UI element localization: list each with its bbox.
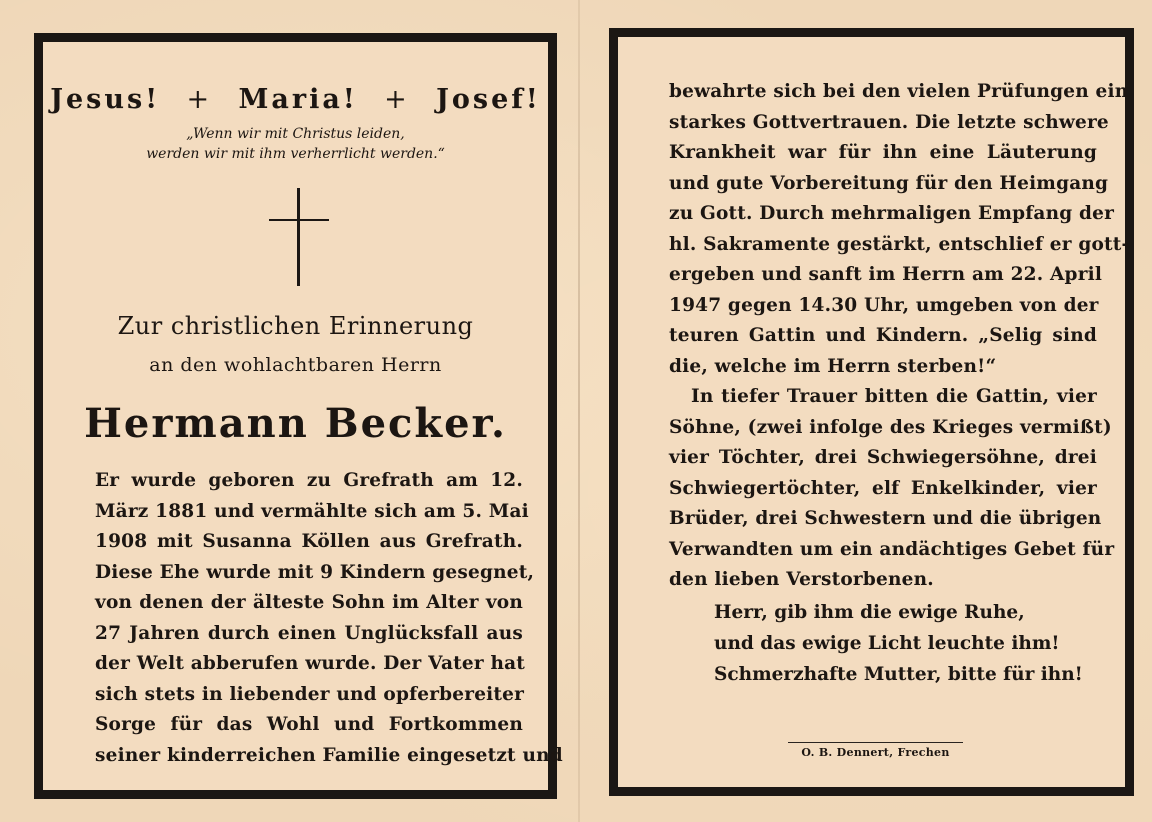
biography-text — [95, 466, 563, 771]
left-page — [34, 33, 563, 799]
prayer-line: und das ewige Licht leuchte ihm! — [714, 633, 1060, 654]
prayer-text — [714, 597, 1084, 690]
text-line: Sorge für das Wohl und Fortkommen — [95, 714, 523, 735]
text-line: Er wurde geboren zu Grefrath am 12. — [95, 470, 523, 491]
text-line: bewahrte sich bei den vielen Prüfungen ein — [669, 81, 1129, 102]
header-separator-1: + — [186, 84, 213, 115]
prayer-line: Herr, gib ihm die ewige Ruhe, — [714, 602, 1025, 623]
text-line: Söhne, (zwei infolge des Krieges vermißt) — [669, 416, 1112, 438]
header-separator-2: + — [384, 84, 410, 115]
memory-title: Zur christlichen Erinnerung — [117, 312, 474, 340]
card-fold — [578, 0, 580, 822]
printer-credit: O. B. Dennert, Frechen — [801, 746, 950, 759]
text-line: Schwiegertöchter, elf Enkelkinder, vier — [669, 477, 1097, 499]
text-line: Verwandten um ein andächtiges Gebet für — [669, 538, 1115, 560]
text-line: 1908 mit Susanna Köllen aus Grefrath. — [95, 531, 523, 552]
text-line: starkes Gottvertrauen. Die letzte schwere — [669, 111, 1109, 133]
cross-vertical-bar — [297, 188, 300, 286]
cross-icon — [269, 188, 329, 286]
text-line: In tiefer Trauer bitten die Gattin, vier — [691, 386, 1097, 407]
text-line: und gute Vorbereitung für den Heimgang — [669, 172, 1109, 194]
text-line: Brüder, drei Schwestern und die übrigen — [669, 508, 1102, 529]
quote-line: „Wenn wir mit Christus leiden, — [186, 126, 405, 142]
text-line: zu Gott. Durch mehrmaligen Empfang der — [669, 203, 1115, 224]
text-line: der Welt abberufen wurde. Der Vater hat — [95, 653, 526, 674]
text-line: 27 Jahren durch einen Unglücksfall aus — [95, 622, 523, 644]
text-line: Krankheit war für ihn eine Läuterung — [669, 142, 1097, 163]
text-line: Diese Ehe wurde mit 9 Kindern gesegnet, — [95, 561, 535, 583]
text-line: seiner kinderreichen Familie eingesetzt und — [95, 744, 563, 766]
text-line: teuren Gattin und Kindern. „Selig sind — [669, 325, 1097, 346]
prayer-line: Schmerzhafte Mutter, bitte für ihn! — [714, 664, 1083, 685]
text-line: sich stets in liebender und opferbereiter — [95, 683, 525, 705]
memory-subtitle: an den wohlachtbaren Herrn — [149, 354, 442, 376]
text-line: die, welche im Herrn sterben!“ — [669, 355, 997, 377]
text-line: hl. Sakramente gestärkt, entschlief er gott- — [669, 233, 1130, 255]
text-line: ergeben und sanft im Herrn am 22. April — [669, 264, 1103, 285]
bible-quote — [43, 124, 548, 164]
text-line: März 1881 und vermählte sich am 5. Mai — [95, 500, 529, 522]
biography-continuation-text — [669, 77, 1130, 596]
header-maria: Maria! — [238, 84, 358, 115]
header-invocation — [43, 84, 548, 115]
right-page — [609, 28, 1134, 796]
deceased-name: Hermann Becker. — [84, 400, 507, 447]
text-line: den lieben Verstorbenen. — [669, 569, 934, 590]
cross-horizontal-bar — [269, 219, 329, 221]
quote-line: werden wir mit ihm verherrlicht werden.“ — [146, 146, 445, 162]
text-line: vier Töchter, drei Schwiegersöhne, drei — [669, 447, 1097, 468]
header-jesus: Jesus! — [50, 84, 161, 115]
printer-divider — [788, 742, 963, 743]
header-josef: Josef! — [436, 84, 541, 115]
text-line: 1947 gegen 14.30 Uhr, umgeben von der — [669, 294, 1099, 316]
text-line: von denen der älteste Sohn im Alter von — [95, 592, 523, 613]
